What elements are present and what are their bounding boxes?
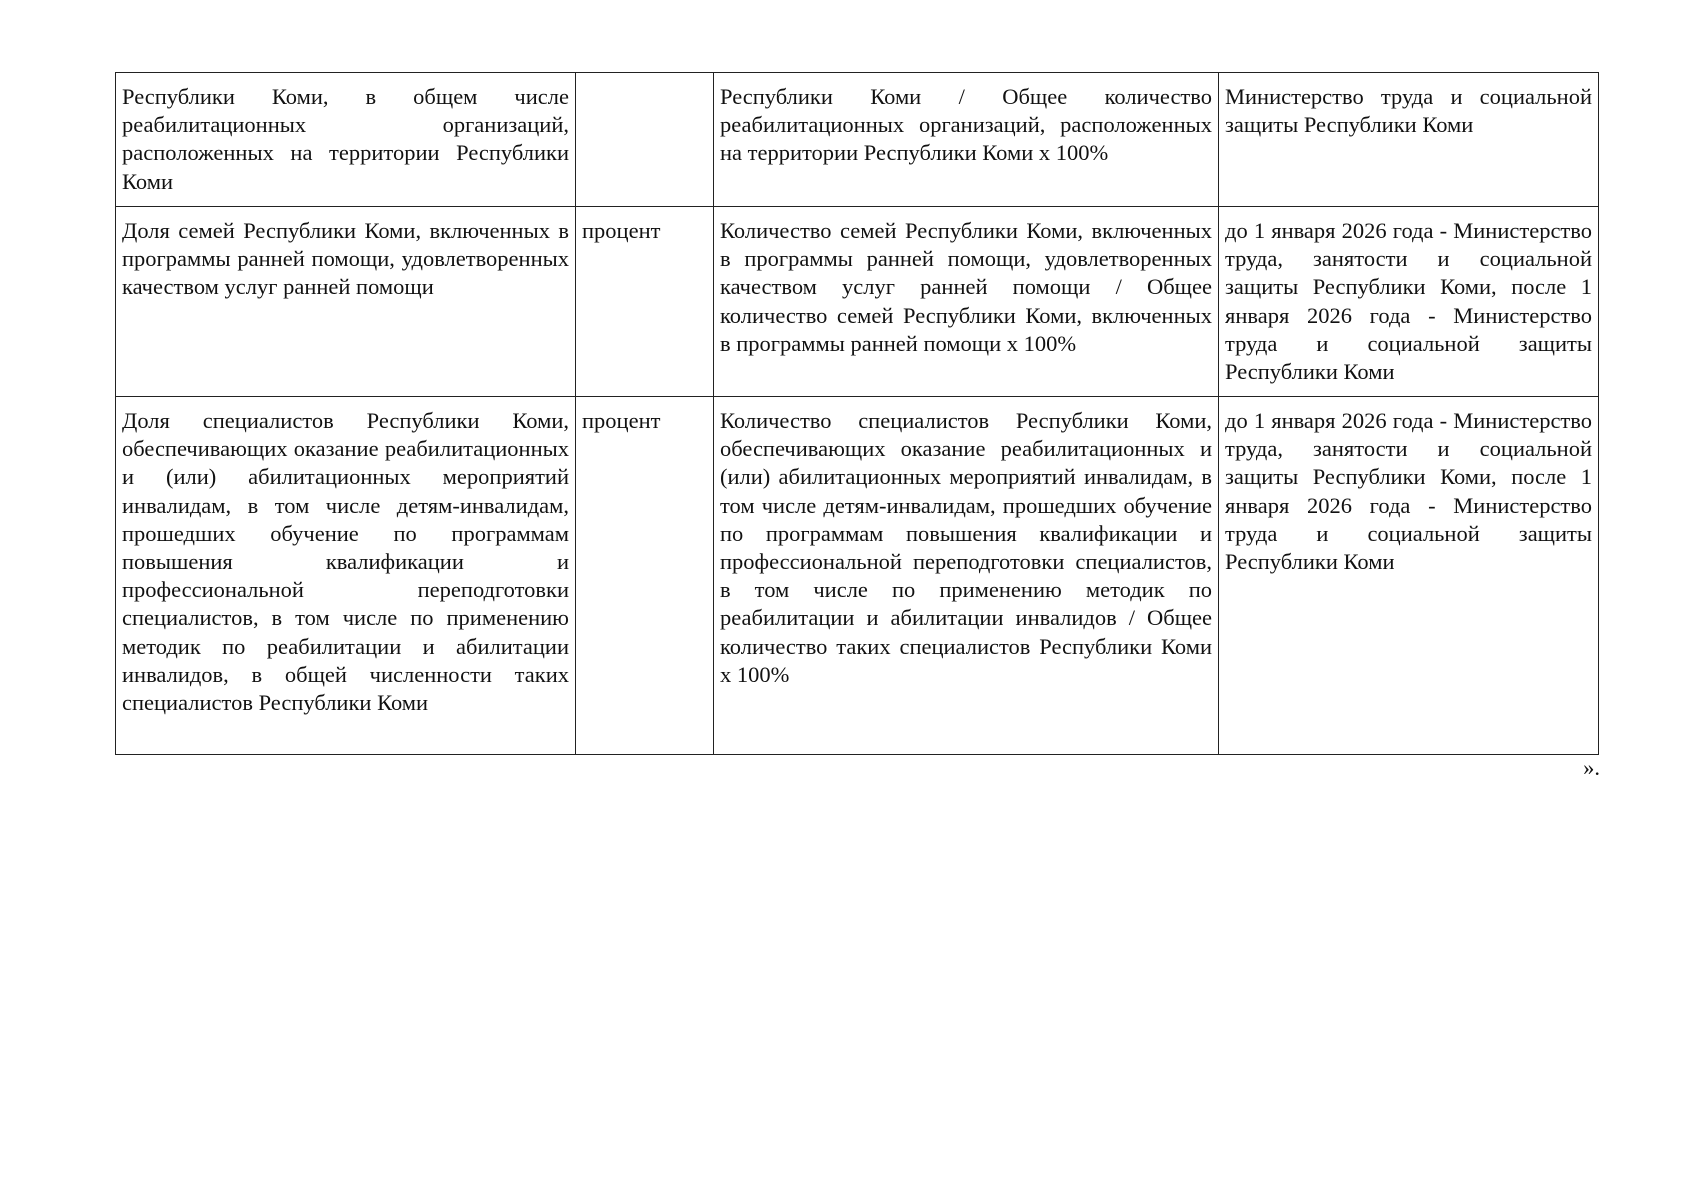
unit-cell xyxy=(576,73,714,207)
formula-cell: Республики Коми / Общее количество реабилитационных организаций, расположенных на территории Республики Коми x 100% xyxy=(714,73,1219,207)
indicator-cell: Доля семей Республики Коми, включенных в программы ранней помощи, удовлетворенных качеством услуг ранней помощи xyxy=(116,207,576,397)
responsible-cell: до 1 января 2026 года - Министерство труда, занятости и социальной защиты Республики Коми, после 1 января 2026 года - Министерство труда и социальной защиты Республики Коми xyxy=(1219,207,1599,397)
formula-cell: Количество специалистов Республики Коми, обеспечивающих оказание реабилитационных и (или) абилитационных мероприятий инвалидам, в том числе детям-инвалидам, прошедших обучение по программам повышения квалификации и профессиональной переподготовки специалистов, в том числе по применению методик по реабилитации и абилитации инвалидов / Общее количество таких специалистов Республики Коми x 100% xyxy=(714,397,1219,755)
table-row xyxy=(116,73,1599,207)
responsible-cell: до 1 января 2026 года - Министерство труда, занятости и социальной защиты Республики Коми, после 1 января 2026 года - Министерство труда и социальной защиты Республики Коми xyxy=(1219,397,1599,755)
closing-quote-mark: ». xyxy=(1583,755,1600,780)
indicators-table xyxy=(115,72,1599,755)
formula-cell: Количество семей Республики Коми, включенных в программы ранней помощи, удовлетворенных качеством услуг ранней помощи / Общее количество семей Республики Коми, включенных в программы ранней помощи x 100% xyxy=(714,207,1219,397)
indicator-cell: Доля специалистов Республики Коми, обеспечивающих оказание реабилитационных и (или) абилитационных мероприятий инвалидам, в том числе детям-инвалидам, прошедших обучение по программам повышения квалификации и профессиональной переподготовки специалистов, в том числе по применению методик по реабилитации и абилитации инвалидов, в общей численности таких специалистов Республики Коми xyxy=(116,397,576,755)
responsible-cell: Министерство труда и социальной защиты Республики Коми xyxy=(1219,73,1599,207)
table-row xyxy=(116,397,1599,755)
unit-cell: процент xyxy=(576,207,714,397)
indicator-cell: Республики Коми, в общем числе реабилитационных организаций, расположенных на территории Республики Коми xyxy=(116,73,576,207)
table-row xyxy=(116,207,1599,397)
unit-cell: процент xyxy=(576,397,714,755)
